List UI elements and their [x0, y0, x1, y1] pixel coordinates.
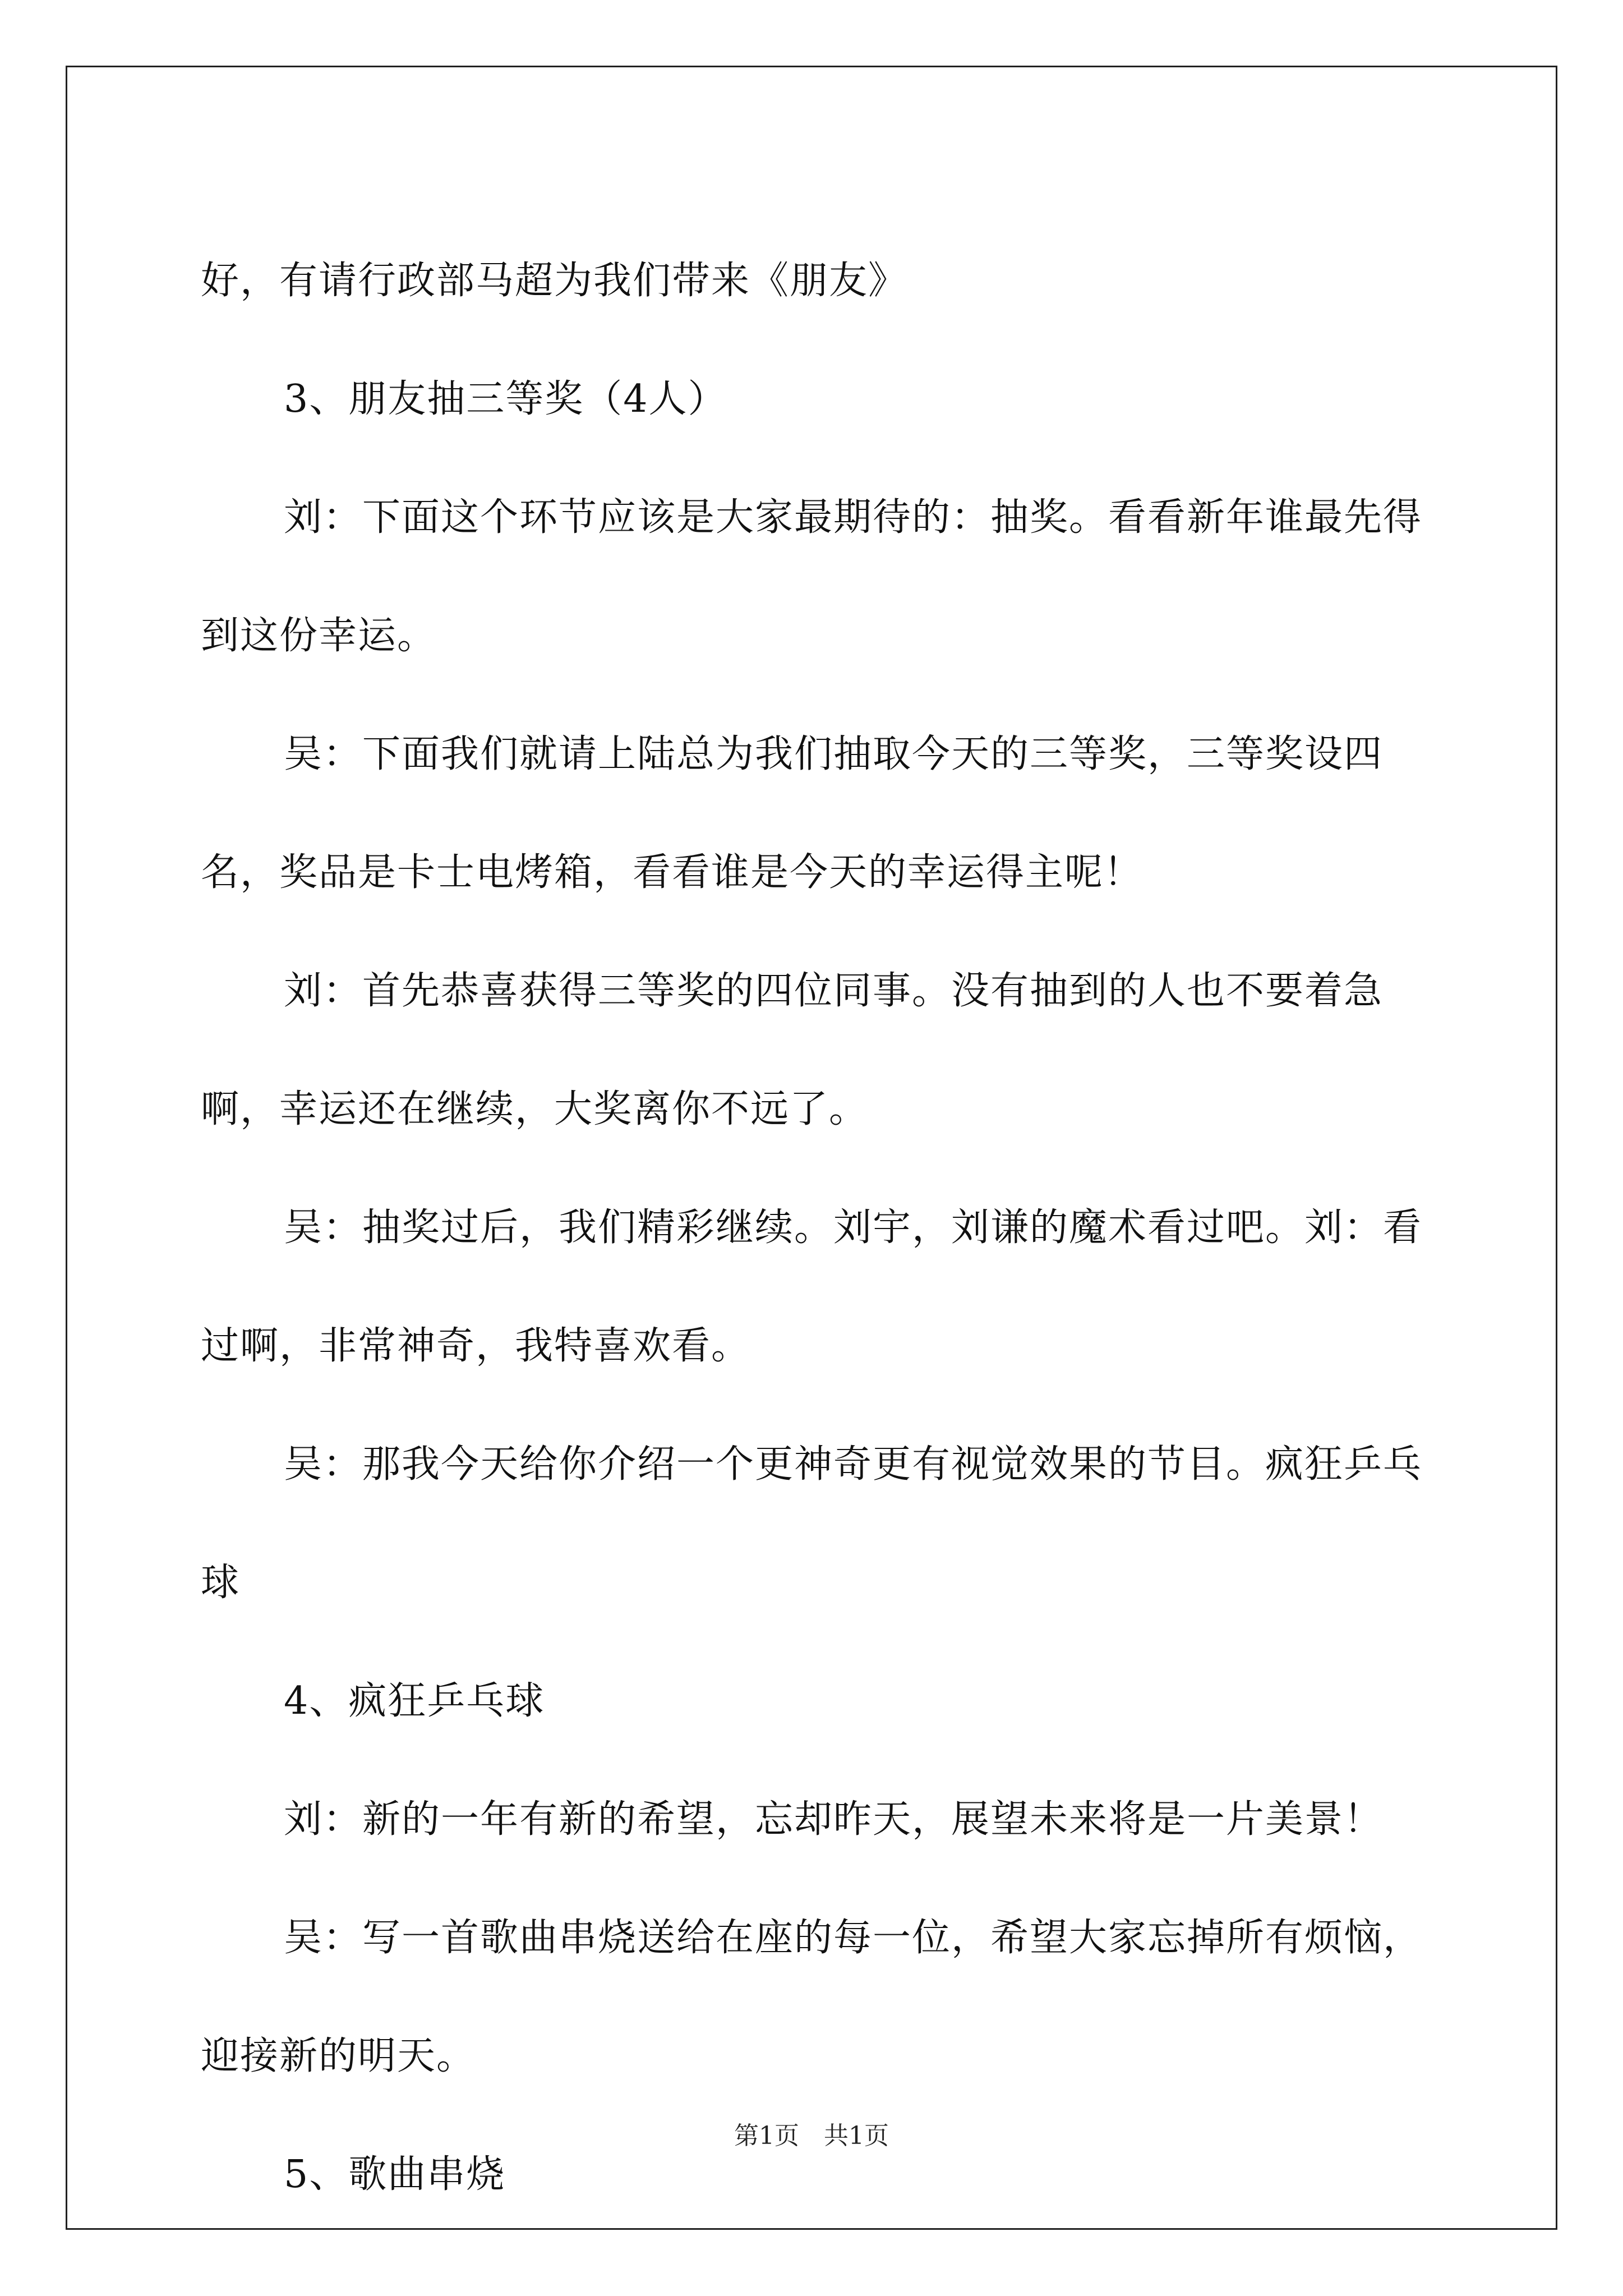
paragraph: 5、歌曲串烧 [284, 2152, 506, 2197]
paragraph: 刘：首先恭喜获得三等奖的四位同事。没有抽到的人也不要着急啊，幸运还在继续，大奖离你不远了。 [201, 969, 1384, 1131]
paragraph: 3、朋友抽三等奖（4人） [284, 377, 727, 421]
paragraph: 4、疯狂乒乓球 [284, 1679, 545, 1723]
paragraph: 吴：抽奖过后，我们精彩继续。刘宇，刘谦的魔术看过吧。刘：看过啊，非常神奇，我特喜欢看。 [201, 1205, 1423, 1368]
paragraph: 刘：新的一年有新的希望，忘却昨天，展望未来将是一片美景！ [284, 1797, 1384, 1842]
page-footer: 第1页 共1页 [734, 2122, 889, 2150]
paragraph: 吴：下面我们就请上陆总为我们抽取今天的三等奖，三等奖设四名，奖品是卡士电烤箱，看看谁是今天的幸运得主呢！ [201, 732, 1384, 895]
paragraph: 刘：下面这个环节应该是大家最期待的：抽奖。看看新年谁最先得到这份幸运。 [201, 495, 1423, 658]
document-body [201, 222, 1454, 2234]
paragraph: 好，有请行政部马超为我们带来《朋友》 [201, 259, 908, 303]
paragraph: 吴：写一首歌曲串烧送给在座的每一位，希望大家忘掉所有烦恼，迎接新的明天。 [201, 1916, 1423, 2078]
paragraph: 吴：那我今天给你介绍一个更神奇更有视觉效果的节目。疯狂乒乓球 [201, 1442, 1423, 1605]
